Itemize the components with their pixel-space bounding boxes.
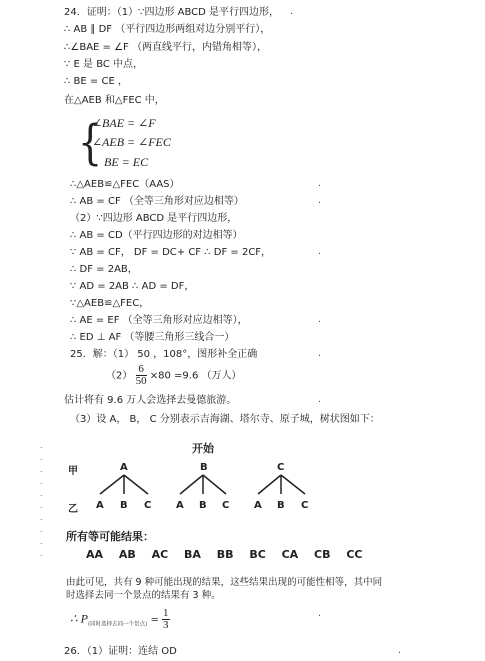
line-ae-ef: ∴ AE = EF （全等三角形对应边相等）， — [70, 315, 248, 326]
line-triangles-congruent: ∵△AEB≌△FEC， — [70, 298, 150, 309]
system-line-1: ∠BAE = ∠F — [92, 116, 156, 130]
fraction-denominator: 50 — [135, 375, 147, 387]
tree-row-jia: 甲 — [68, 466, 78, 477]
line-be-ce: ∴ BE = CE ， — [64, 76, 128, 87]
line-df-2ab: ∴ DF = 2AB， — [70, 264, 138, 275]
margin-dot: . — [398, 645, 402, 656]
system-brace: { — [78, 114, 103, 170]
tree-top-node-a: A — [120, 462, 128, 473]
part2-result: ×80 =9.6 （万人） — [149, 370, 242, 382]
tree-leaf-ac: C — [144, 500, 152, 511]
tree-leaf-cb: B — [277, 500, 285, 511]
line-26-heading: 26．（1）证明：连结 OD — [64, 646, 177, 657]
line-congruent-aas: ∴△AEB≌△FEC（AAS） — [70, 179, 180, 190]
tree-top-node-c: C — [277, 462, 285, 473]
line-ab-cd: ∴ AB = CD（平行四边形的对边相等） — [70, 230, 243, 241]
probability-p: ∴ P — [70, 611, 88, 626]
outcomes-list: AA AB AC BA BB BC CA CB CC — [86, 548, 363, 561]
line-25-heading: 25．解：（1） 50 ，108°，图形补全正确 — [70, 349, 258, 360]
fraction-numerator: 6 — [136, 364, 147, 376]
line-conclusion-2: 时选择去同一个景点的结果有 3 种。 — [66, 590, 221, 601]
tree-leaf-cc: C — [301, 500, 309, 511]
line-ad-df: ∵ AD = 2AB ∴ AD = DF， — [70, 281, 195, 292]
line-df-2cf: ∵ AB = CF， DF = DC+ CF ∴ DF = 2CF， — [70, 247, 272, 258]
line-conclusion-1: 由此可见，共有 9 种可能出现的结果，这些结果出现的可能性相等，其中同 — [66, 577, 383, 588]
tree-leaf-ab: B — [120, 500, 128, 511]
part2-label: （2） — [106, 370, 133, 382]
probability-equals: = — [147, 614, 159, 626]
fraction-1-3-numerator: 1 — [163, 607, 169, 619]
margin-dot: . — [318, 348, 322, 359]
line-part2-heading: （2）∵四边形 ABCD 是平行四边形， — [70, 213, 238, 224]
line-part3-setup: （3）设 A， B， C 分别表示吉海湖、塔尔寺、原子城，树状图如下： — [70, 414, 380, 425]
system-line-3: BE = EC — [104, 155, 149, 169]
margin-dot: . — [318, 178, 322, 189]
tree-leaf-ca: A — [254, 500, 262, 511]
fraction-1-3 — [162, 608, 170, 631]
line-in-triangles: 在△AEB 和△FEC 中， — [64, 95, 165, 106]
tree-row-yi: 乙 — [68, 504, 78, 515]
margin-dot: . — [318, 246, 322, 257]
tree-leaf-ba: A — [176, 500, 184, 511]
line-estimate: 估计将有 9.6 万人会选择去曼德旅游。 — [64, 395, 237, 406]
line-ed-perp-af: ∴ ED ⊥ AF （等腰三角形三线合一） — [70, 332, 235, 343]
probability-subscript: (同时选择去同一个景点) — [87, 621, 148, 628]
line-24-heading: 24．证明：（1）∵四边形 ABCD 是平行四边形， — [64, 7, 280, 18]
margin-dot: . — [318, 608, 322, 619]
margin-dot: . — [290, 6, 294, 17]
line-angle-bae-f: ∴∠BAE = ∠F （两直线平行，内错角相等）， — [64, 42, 267, 53]
margin-dot: . — [318, 195, 322, 206]
tree-top-node-b: B — [200, 462, 208, 473]
outcomes-heading: 所有等可能结果： — [66, 530, 154, 543]
tree-leaf-bb: B — [199, 500, 207, 511]
line-e-midpoint: ∵ E 是 BC 中点， — [64, 59, 144, 70]
fraction-1-3-denominator: 3 — [163, 619, 169, 631]
left-margin-dots: . . . . . . . . . . — [40, 441, 43, 558]
margin-dot: . — [318, 314, 322, 325]
tree-start-label: 开始 — [192, 442, 214, 455]
line-probability — [70, 608, 170, 632]
tree-leaf-aa: A — [96, 500, 104, 511]
margin-dot: . — [318, 394, 322, 405]
line-ab-cf: ∴ AB = CF （全等三角形对应边相等） — [70, 196, 244, 207]
tree-leaf-bc: C — [222, 500, 230, 511]
line-ab-parallel-df: ∴ AB ∥ DF （平行四边形两组对边分别平行）， — [64, 24, 271, 35]
system-line-2: ∠AEB = ∠FEC — [92, 135, 171, 149]
